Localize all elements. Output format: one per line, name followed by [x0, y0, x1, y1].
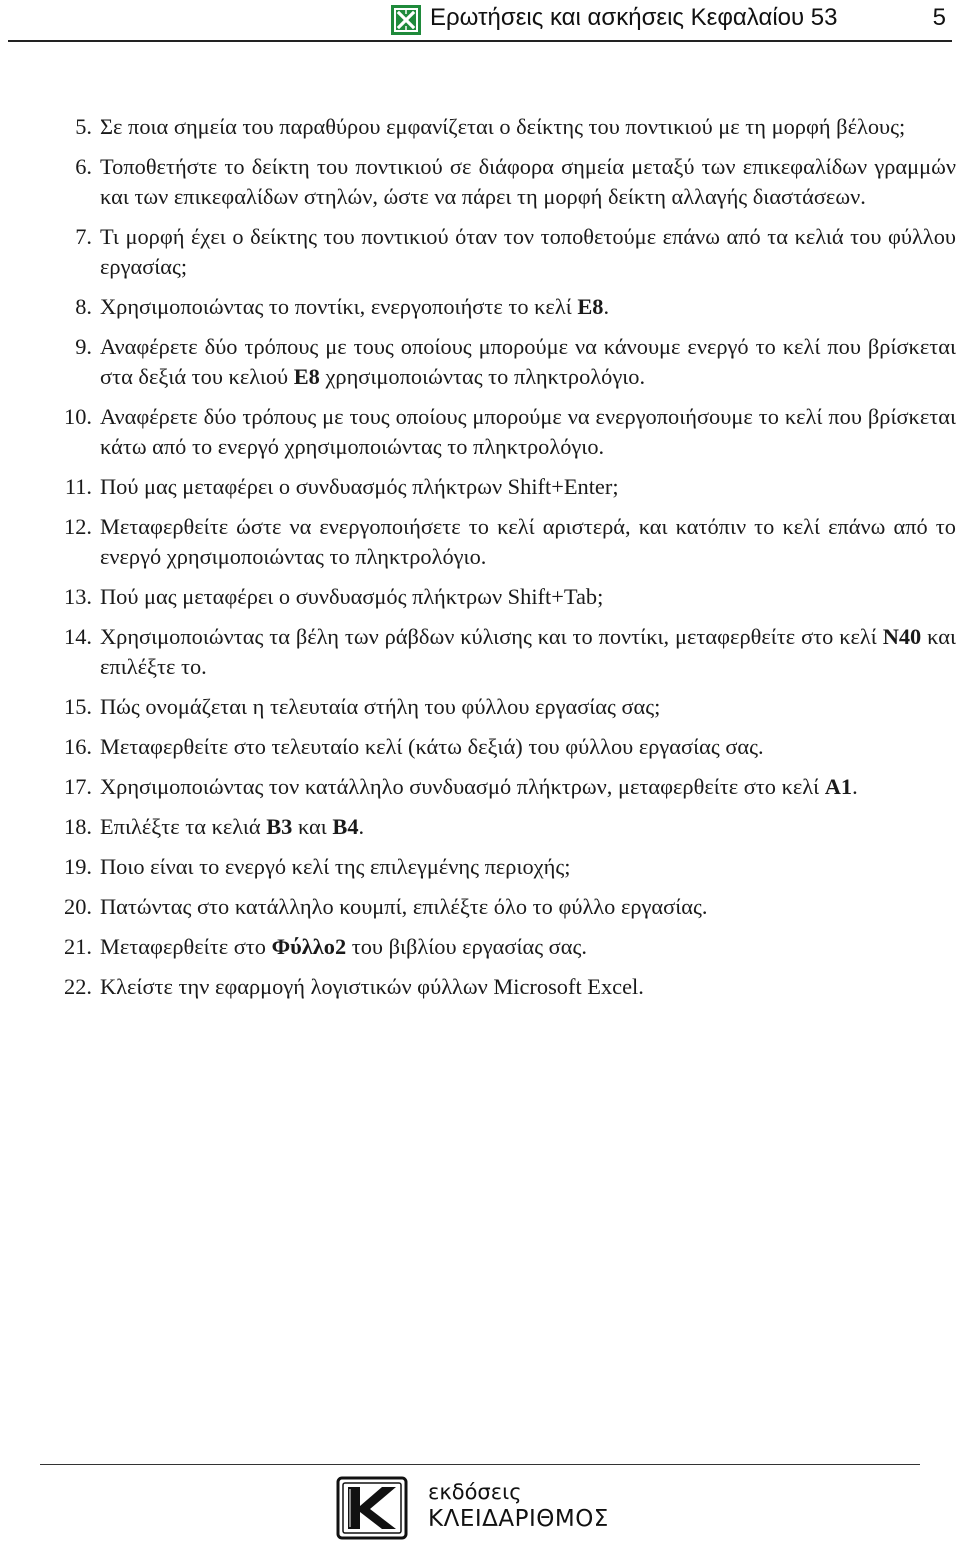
- question-text-run: χρησιμοποιώντας το πληκτρολόγιο.: [319, 364, 646, 389]
- question-item: [40, 292, 956, 322]
- publisher-line-2: ΚΛΕΙΔΑΡΙΘΜΟΣ: [428, 1506, 609, 1532]
- question-text-run: και επιλέξτε το.: [100, 624, 956, 679]
- question-text: [92, 732, 956, 762]
- question-number-label: 6.: [75, 154, 92, 179]
- question-item: [40, 112, 956, 142]
- question-item: [40, 692, 956, 722]
- question-item: [40, 582, 956, 612]
- question-text-run: Χρησιμοποιώντας το ποντίκι, ενεργοποιήστε το κελί: [100, 294, 578, 319]
- question-number-label: 21.: [64, 934, 92, 959]
- question-text-run: του βιβλίου εργασίας σας.: [346, 934, 587, 959]
- question-item: [40, 852, 956, 882]
- question-text-run: .: [852, 774, 858, 799]
- question-item: [40, 772, 956, 802]
- header-rule: [8, 40, 952, 42]
- question-text: [92, 292, 956, 322]
- question-text-run: Πώς ονομάζεται η τελευταία στήλη του φύλλου εργασίας σας;: [100, 694, 661, 719]
- question-number-label: 18.: [64, 814, 92, 839]
- question-number: [40, 932, 92, 962]
- question-number-label: 19.: [64, 854, 92, 879]
- question-number-label: 5.: [75, 114, 92, 139]
- publisher-line-1: εκδόσεις: [428, 1480, 522, 1504]
- question-text-run: Αναφέρετε δύο τρόπους με τους οποίους μπορούμε να ενεργοποιήσουμε το κελί που βρίσκεται κάτω από το ενεργό χρησιμοποιώντας το πληκτρολόγιο.: [100, 404, 956, 459]
- question-text: [92, 402, 956, 462]
- footer-rule: [40, 1464, 920, 1465]
- question-text: [92, 772, 956, 802]
- question-number: [40, 892, 92, 922]
- question-number: [40, 622, 92, 682]
- cell-reference: Φύλλο2: [271, 934, 347, 959]
- question-text-run: Κλείστε την εφαρμογή λογιστικών φύλλων Microsoft Excel.: [100, 974, 644, 999]
- question-text-run: Χρησιμοποιώντας τον κατάλληλο συνδυασμό πλήκτρων, μεταφερθείτε στο κελί: [100, 774, 825, 799]
- question-text: [92, 512, 956, 572]
- question-text-run: Πατώντας στο κατάλληλο κουμπί, επιλέξτε όλο το φύλλο εργασίας.: [100, 894, 708, 919]
- cell-reference: E8: [577, 294, 604, 319]
- question-text: [92, 622, 956, 682]
- question-item: [40, 892, 956, 922]
- question-number: [40, 332, 92, 392]
- question-number: [40, 582, 92, 612]
- question-number: [40, 512, 92, 572]
- question-number-label: 14.: [64, 624, 92, 649]
- question-text-run: Ποιο είναι το ενεργό κελί της επιλεγμένης περιοχής;: [100, 854, 571, 879]
- question-number-label: 7.: [75, 224, 92, 249]
- page-header: [0, 0, 960, 42]
- question-item: [40, 622, 956, 682]
- excel-chapter-icon: [391, 5, 421, 35]
- question-text-run: Τι μορφή έχει ο δείκτης του ποντικιού όταν τον τοποθετούμε επάνω από τα κελιά του φύλλου εργασίας;: [100, 224, 956, 279]
- question-number: [40, 152, 92, 212]
- question-text: [92, 222, 956, 282]
- question-number-label: 20.: [64, 894, 92, 919]
- question-number-label: 16.: [64, 734, 92, 759]
- question-text-run: .: [603, 294, 610, 319]
- question-text-run: Πού μας μεταφέρει ο συνδυασμός πλήκτρων Shift+Tab;: [100, 584, 604, 609]
- question-text-run: Αναφέρετε δύο τρόπους με τους οποίους μπορούμε να κάνουμε ενεργό το κελί που βρίσκεται στα δεξιά του κελιού: [100, 334, 956, 389]
- question-text-run: Πού μας μεταφέρει ο συνδυασμός πλήκτρων Shift+Enter;: [100, 474, 619, 499]
- question-number-label: 10.: [64, 404, 92, 429]
- question-text: [92, 852, 956, 882]
- question-item: [40, 972, 956, 1002]
- question-text: [92, 582, 956, 612]
- question-number: [40, 472, 92, 502]
- question-text-run: .: [358, 814, 365, 839]
- question-item: [40, 472, 956, 502]
- question-text-run: Μεταφερθείτε στο τελευταίο κελί (κάτω δεξιά) του φύλλου εργασίας σας.: [100, 734, 764, 759]
- cell-reference: B3: [266, 814, 293, 839]
- question-number-label: 22.: [64, 974, 92, 999]
- chapter-title: Ερωτήσεις και ασκήσεις Κεφαλαίου 53: [430, 4, 838, 31]
- question-number: [40, 972, 92, 1002]
- question-text: [92, 972, 956, 1002]
- question-item: [40, 332, 956, 392]
- question-text: [92, 472, 956, 502]
- question-number-label: 15.: [64, 694, 92, 719]
- kleidarithmos-k-logo: [334, 1476, 410, 1540]
- question-text-run: Μεταφερθείτε στο: [100, 934, 272, 959]
- question-text-run: Μεταφερθείτε ώστε να ενεργοποιήσετε το κελί αριστερά, και κατόπιν το κελί επάνω από το ενεργό χρησιμοποιώντας το πληκτρολόγιο.: [100, 514, 956, 569]
- question-number: [40, 402, 92, 462]
- question-item: [40, 812, 956, 842]
- question-number: [40, 692, 92, 722]
- question-text: [92, 332, 956, 392]
- cell-reference: N40: [882, 624, 922, 649]
- question-text-run: Σε ποια σημεία του παραθύρου εμφανίζεται ο δείκτης του ποντικιού με τη μορφή βέλους;: [100, 114, 906, 139]
- question-number-label: 11.: [64, 474, 92, 499]
- cell-reference: B4: [332, 814, 359, 839]
- question-list: [40, 112, 956, 1012]
- question-number: [40, 772, 92, 802]
- question-text-run: και: [292, 814, 333, 839]
- question-text: [92, 892, 956, 922]
- question-number-label: 12.: [64, 514, 92, 539]
- question-number: [40, 852, 92, 882]
- question-number: [40, 812, 92, 842]
- question-number: [40, 112, 92, 142]
- question-item: [40, 152, 956, 212]
- question-item: [40, 512, 956, 572]
- question-number-label: 9.: [75, 334, 92, 359]
- question-item: [40, 222, 956, 282]
- question-text: [92, 112, 956, 142]
- cell-reference: A1: [824, 774, 853, 799]
- cell-reference: E8: [293, 364, 320, 389]
- question-text: [92, 932, 956, 962]
- question-number: [40, 732, 92, 762]
- question-number-label: 17.: [64, 774, 92, 799]
- question-item: [40, 732, 956, 762]
- question-number: [40, 292, 92, 322]
- question-text-run: Τοποθετήστε το δείκτη του ποντικιού σε διάφορα σημεία μεταξύ των επικεφαλίδων γραμμών και των επικεφαλίδων στηλών, ώστε να πάρει τη μορφή δείκτη αλλαγής διαστάσεων.: [100, 154, 956, 209]
- question-number-label: 8.: [75, 294, 92, 319]
- question-text: [92, 152, 956, 212]
- question-item: [40, 402, 956, 462]
- question-item: [40, 932, 956, 962]
- question-text: [92, 812, 956, 842]
- page-number: 5: [932, 4, 946, 31]
- question-number-label: 13.: [64, 584, 92, 609]
- question-number: [40, 222, 92, 282]
- question-text: [92, 692, 956, 722]
- publisher-name: [428, 1480, 609, 1534]
- question-text-run: Χρησιμοποιώντας τα βέλη των ράβδων κύλισης και το ποντίκι, μεταφερθείτε στο κελί: [100, 624, 883, 649]
- question-text-run: Επιλέξτε τα κελιά: [100, 814, 267, 839]
